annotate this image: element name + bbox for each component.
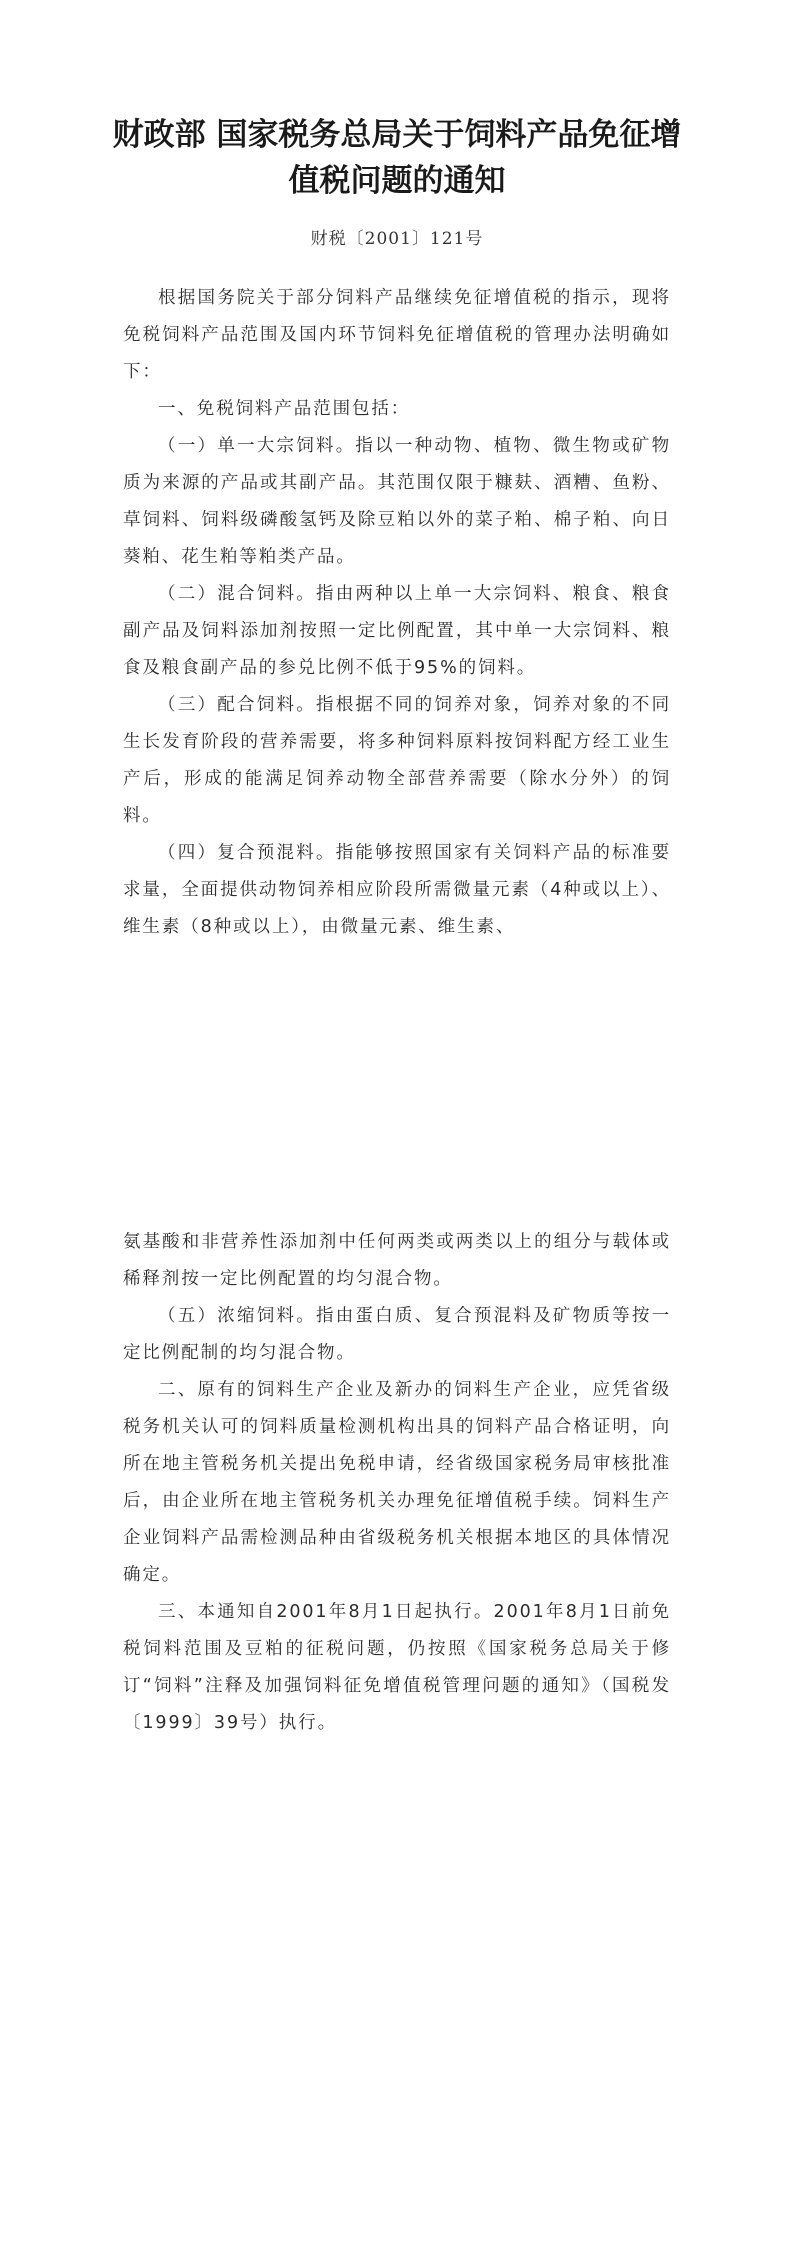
paragraph-section-3: 三、本通知自2001年8月1日起执行。2001年8月1日前免税饲料范围及豆粕的征税问题，仍按照《国家税务总局关于修订“饲料”注释及加强饲料征免增值税管理问题的通知》（国税发〔1999〕39号）执行。: [123, 1602, 671, 1733]
title-line-1: 财政部 国家税务总局关于饲料产品免征增: [112, 117, 682, 153]
document-title: [110, 112, 684, 204]
body-text-part-2: [123, 1224, 671, 1742]
body-text-part-1: [123, 280, 671, 946]
paragraph-item-4-continued: 氨基酸和非营养性添加剂中任何两类或两类以上的组分与载体或稀释剂按一定比例配置的均匀混合物。: [123, 1232, 671, 1289]
paragraph-item-4: （四）复合预混料。指能够按照国家有关饲料产品的标准要求量，全面提供动物饲养相应阶段所需微量元素（4种或以上）、维生素（8种或以上），由微量元素、维生素、: [123, 843, 671, 937]
paragraph-section-2: 二、原有的饲料生产企业及新办的饲料生产企业，应凭省级税务机关认可的饲料质量检测机构出具的饲料产品合格证明，向所在地主管税务机关提出免税申请，经省级国家税务局审核批准后，由企业所在地主管税务机关办理免征增值税手续。饲料生产企业饲料产品需检测品种由省级税务机关根据本地区的具体情况确定。: [123, 1380, 671, 1585]
paragraph-item-1: （一）单一大宗饲料。指以一种动物、植物、微生物或矿物质为来源的产品或其副产品。其范围仅限于糠麸、酒糟、鱼粉、草饲料、饲料级磷酸氢钙及除豆粕以外的菜子粕、棉子粕、向日葵粕、花生粕等粕类产品。: [123, 436, 671, 567]
paragraph-item-3: （三）配合饲料。指根据不同的饲养对象，饲养对象的不同生长发育阶段的营养需要，将多种饲料原料按饲料配方经工业生产后，形成的能满足饲养动物全部营养需要（除水分外）的饲料。: [123, 695, 671, 826]
title-line-2: 值税问题的通知: [288, 163, 506, 199]
document-number: 财税〔2001〕121号: [310, 229, 484, 249]
paragraph-item-2: （二）混合饲料。指由两种以上单一大宗饲料、粮食、粮食副产品及饲料添加剂按照一定比例配置，其中单一大宗饲料、粮食及粮食副产品的参兑比例不低于95%的饲料。: [123, 584, 671, 678]
paragraph-section-1: 一、免税饲料产品范围包括：: [158, 399, 411, 419]
paragraph-item-5: （五）浓缩饲料。指由蛋白质、复合预混料及矿物质等按一定比例配制的均匀混合物。: [123, 1306, 671, 1363]
paragraph-intro: 根据国务院关于部分饲料产品继续免征增值税的指示，现将免税饲料产品范围及国内环节饲料免征增值税的管理办法明确如下：: [123, 288, 671, 382]
